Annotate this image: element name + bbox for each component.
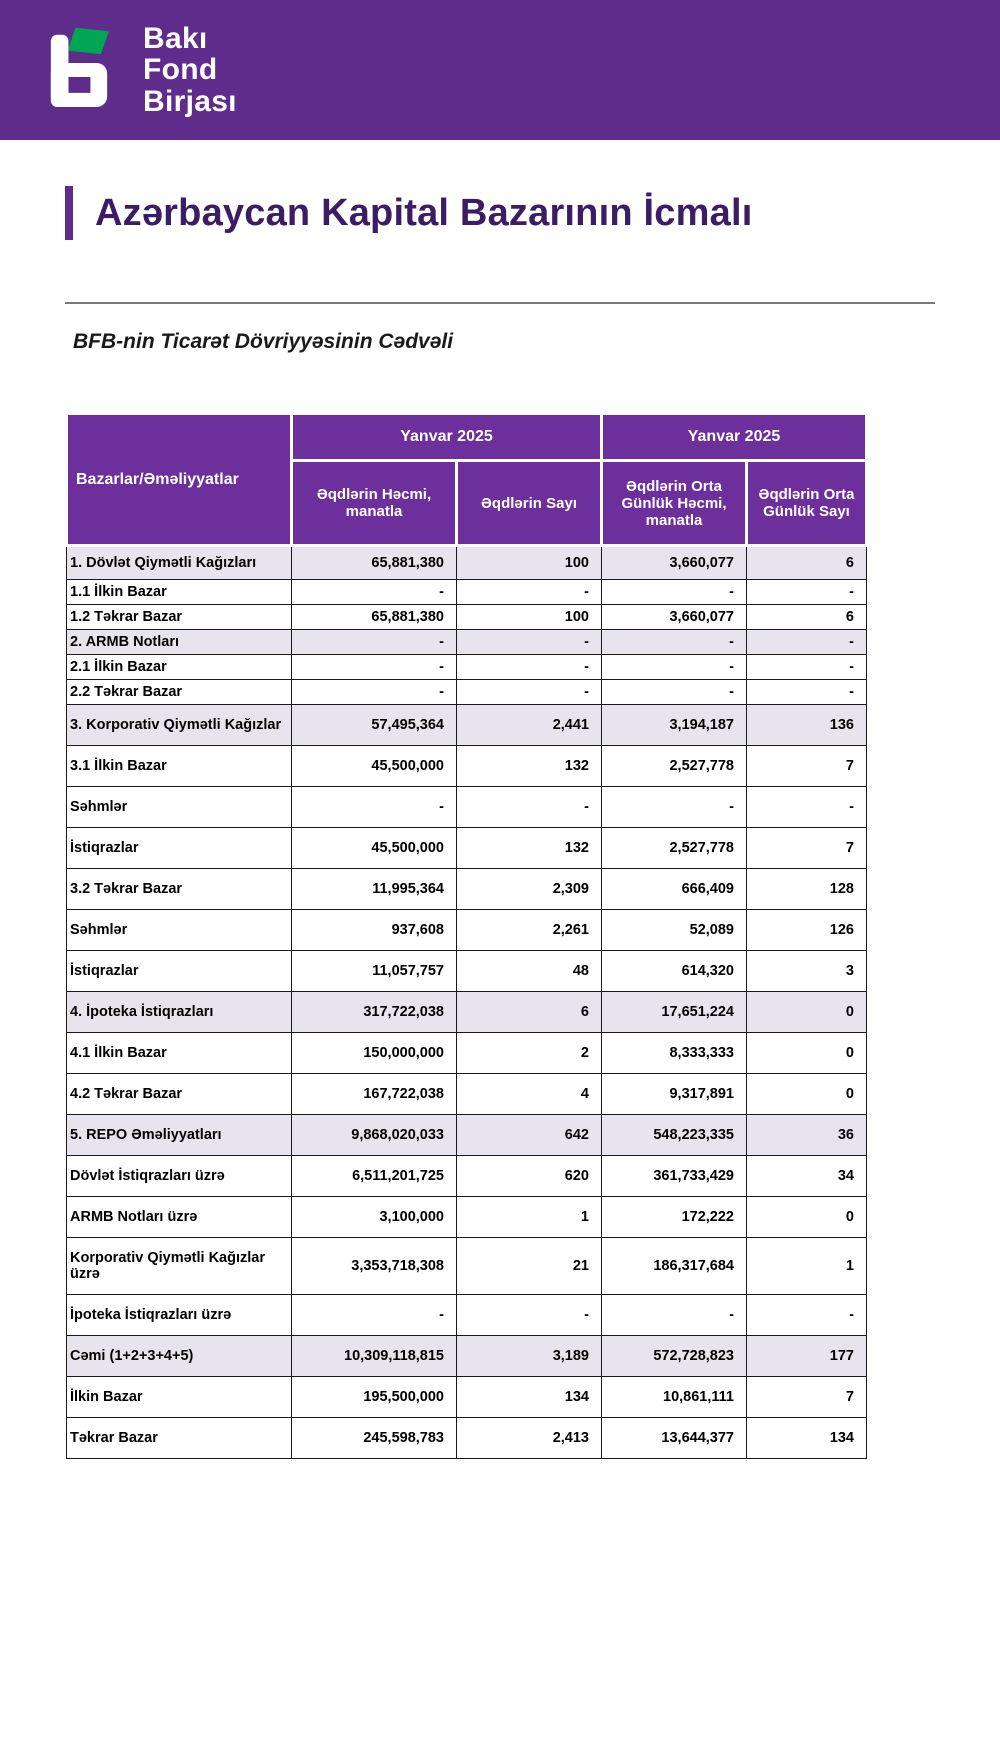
row-value-count: 3,189 bbox=[457, 1336, 602, 1377]
row-value-count: - bbox=[457, 655, 602, 680]
row-value-count: 2,441 bbox=[457, 705, 602, 746]
row-value-volume: 10,309,118,815 bbox=[292, 1336, 457, 1377]
row-value-avg-daily-count: 0 bbox=[747, 1197, 867, 1238]
row-value-avg-daily-volume: 9,317,891 bbox=[602, 1074, 747, 1115]
row-value-volume: - bbox=[292, 580, 457, 605]
row-value-avg-daily-volume: 52,089 bbox=[602, 910, 747, 951]
row-value-volume: - bbox=[292, 1295, 457, 1336]
row-value-avg-daily-count: 7 bbox=[747, 746, 867, 787]
row-value-volume: 11,057,757 bbox=[292, 951, 457, 992]
table-row bbox=[67, 705, 867, 746]
table-row bbox=[67, 1115, 867, 1156]
bfb-logo-text bbox=[143, 23, 237, 117]
table-row bbox=[67, 828, 867, 869]
period-header-right: Yanvar 2025 bbox=[602, 414, 867, 461]
row-value-count: 100 bbox=[457, 605, 602, 630]
row-value-avg-daily-volume: 3,660,077 bbox=[602, 546, 747, 580]
row-value-volume: - bbox=[292, 787, 457, 828]
row-value-volume: 167,722,038 bbox=[292, 1074, 457, 1115]
row-value-avg-daily-volume: - bbox=[602, 580, 747, 605]
row-value-volume: 317,722,038 bbox=[292, 992, 457, 1033]
row-label: 2.1 İlkin Bazar bbox=[67, 655, 292, 680]
row-value-avg-daily-count: - bbox=[747, 680, 867, 705]
row-label: 4.1 İlkin Bazar bbox=[67, 1033, 292, 1074]
period-header-row bbox=[67, 414, 867, 461]
table-row bbox=[67, 546, 867, 580]
row-value-avg-daily-count: - bbox=[747, 655, 867, 680]
row-label: Cəmi (1+2+3+4+5) bbox=[67, 1336, 292, 1377]
row-value-volume: 57,495,364 bbox=[292, 705, 457, 746]
row-value-volume: 3,100,000 bbox=[292, 1197, 457, 1238]
row-label: İlkin Bazar bbox=[67, 1377, 292, 1418]
table-row bbox=[67, 787, 867, 828]
row-value-count: 2,309 bbox=[457, 869, 602, 910]
title-row bbox=[65, 186, 935, 240]
col-header-count: Əqdlərin Sayı bbox=[457, 461, 602, 546]
row-label: 4.2 Təkrar Bazar bbox=[67, 1074, 292, 1115]
row-value-avg-daily-volume: 186,317,684 bbox=[602, 1238, 747, 1295]
row-value-avg-daily-volume: 2,527,778 bbox=[602, 828, 747, 869]
table-row bbox=[67, 992, 867, 1033]
row-value-count: 6 bbox=[457, 992, 602, 1033]
row-value-volume: 45,500,000 bbox=[292, 746, 457, 787]
row-value-volume: - bbox=[292, 630, 457, 655]
row-label: 1. Dövlət Qiymətli Kağızları bbox=[67, 546, 292, 580]
table-body bbox=[67, 546, 867, 1459]
page-title: Azərbaycan Kapital Bazarının İcmalı bbox=[95, 191, 753, 234]
bfb-logo bbox=[35, 23, 237, 117]
logo-line-2: Fond bbox=[143, 53, 218, 87]
row-value-avg-daily-count: 6 bbox=[747, 605, 867, 630]
row-value-avg-daily-count: 36 bbox=[747, 1115, 867, 1156]
bottom-spacer bbox=[65, 1459, 935, 1549]
table-row bbox=[67, 869, 867, 910]
row-value-count: 134 bbox=[457, 1377, 602, 1418]
row-value-avg-daily-count: 177 bbox=[747, 1336, 867, 1377]
table-subtitle: BFB-nin Ticarət Dövriyyəsinin Cədvəli bbox=[73, 330, 454, 353]
row-value-avg-daily-count: 126 bbox=[747, 910, 867, 951]
row-value-avg-daily-volume: 8,333,333 bbox=[602, 1033, 747, 1074]
col-header-avg-daily-count: Əqdlərin Orta Günlük Sayı bbox=[747, 461, 867, 546]
table-row bbox=[67, 1377, 867, 1418]
col-header-volume: Əqdlərin Həcmi, manatla bbox=[292, 461, 457, 546]
row-label: İpoteka İstiqrazları üzrə bbox=[67, 1295, 292, 1336]
table-row bbox=[67, 910, 867, 951]
period-header-left: Yanvar 2025 bbox=[292, 414, 602, 461]
row-value-count: - bbox=[457, 1295, 602, 1336]
row-value-volume: 150,000,000 bbox=[292, 1033, 457, 1074]
row-value-avg-daily-volume: - bbox=[602, 680, 747, 705]
table-row bbox=[67, 605, 867, 630]
row-value-volume: - bbox=[292, 680, 457, 705]
row-value-avg-daily-volume: 2,527,778 bbox=[602, 746, 747, 787]
row-value-avg-daily-volume: - bbox=[602, 630, 747, 655]
row-value-volume: 11,995,364 bbox=[292, 869, 457, 910]
row-value-count: 2,413 bbox=[457, 1418, 602, 1459]
row-value-avg-daily-count: 0 bbox=[747, 992, 867, 1033]
row-value-avg-daily-count: - bbox=[747, 580, 867, 605]
row-label: İstiqrazlar bbox=[67, 951, 292, 992]
row-value-avg-daily-volume: 614,320 bbox=[602, 951, 747, 992]
row-value-avg-daily-volume: - bbox=[602, 1295, 747, 1336]
row-label: Təkrar Bazar bbox=[67, 1418, 292, 1459]
row-label: Səhmlər bbox=[67, 787, 292, 828]
row-value-avg-daily-count: 7 bbox=[747, 1377, 867, 1418]
table-row bbox=[67, 1238, 867, 1295]
top-banner bbox=[0, 0, 1000, 140]
title-accent-bar bbox=[65, 186, 73, 240]
row-value-volume: 9,868,020,033 bbox=[292, 1115, 457, 1156]
row-value-count: 21 bbox=[457, 1238, 602, 1295]
row-value-count: 2 bbox=[457, 1033, 602, 1074]
row-value-volume: 65,881,380 bbox=[292, 546, 457, 580]
row-value-avg-daily-volume: 172,222 bbox=[602, 1197, 747, 1238]
row-label: 1.2 Təkrar Bazar bbox=[67, 605, 292, 630]
table-row bbox=[67, 746, 867, 787]
row-value-count: 1 bbox=[457, 1197, 602, 1238]
row-value-count: - bbox=[457, 580, 602, 605]
row-value-avg-daily-count: 3 bbox=[747, 951, 867, 992]
row-value-volume: 45,500,000 bbox=[292, 828, 457, 869]
row-label: ARMB Notları üzrə bbox=[67, 1197, 292, 1238]
bfb-logo-icon bbox=[35, 23, 123, 117]
row-value-avg-daily-volume: - bbox=[602, 655, 747, 680]
row-value-avg-daily-volume: 13,644,377 bbox=[602, 1418, 747, 1459]
table-row bbox=[67, 680, 867, 705]
row-value-volume: 65,881,380 bbox=[292, 605, 457, 630]
logo-line-1: Bakı bbox=[143, 22, 208, 56]
row-value-count: - bbox=[457, 630, 602, 655]
table-row bbox=[67, 1336, 867, 1377]
row-value-avg-daily-volume: 361,733,429 bbox=[602, 1156, 747, 1197]
row-value-avg-daily-count: 1 bbox=[747, 1238, 867, 1295]
row-value-avg-daily-count: - bbox=[747, 630, 867, 655]
row-value-avg-daily-count: 0 bbox=[747, 1074, 867, 1115]
row-value-avg-daily-volume: - bbox=[602, 787, 747, 828]
row-label: 4. İpoteka İstiqrazları bbox=[67, 992, 292, 1033]
row-value-count: 132 bbox=[457, 828, 602, 869]
row-label: 1.1 İlkin Bazar bbox=[67, 580, 292, 605]
row-value-count: - bbox=[457, 787, 602, 828]
table-row bbox=[67, 951, 867, 992]
row-value-avg-daily-volume: 666,409 bbox=[602, 869, 747, 910]
row-label: 3.2 Təkrar Bazar bbox=[67, 869, 292, 910]
row-value-count: - bbox=[457, 680, 602, 705]
row-value-count: 4 bbox=[457, 1074, 602, 1115]
row-value-count: 2,261 bbox=[457, 910, 602, 951]
row-value-avg-daily-count: 0 bbox=[747, 1033, 867, 1074]
row-value-count: 48 bbox=[457, 951, 602, 992]
row-value-volume: 6,511,201,725 bbox=[292, 1156, 457, 1197]
table-row bbox=[67, 580, 867, 605]
row-value-avg-daily-volume: 3,660,077 bbox=[602, 605, 747, 630]
row-value-volume: 3,353,718,308 bbox=[292, 1238, 457, 1295]
row-value-avg-daily-count: 6 bbox=[747, 546, 867, 580]
row-label: İstiqrazlar bbox=[67, 828, 292, 869]
row-label: 3.1 İlkin Bazar bbox=[67, 746, 292, 787]
table-row bbox=[67, 1418, 867, 1459]
row-value-avg-daily-volume: 10,861,111 bbox=[602, 1377, 747, 1418]
table-row bbox=[67, 630, 867, 655]
row-value-avg-daily-count: 136 bbox=[747, 705, 867, 746]
row-value-count: 132 bbox=[457, 746, 602, 787]
row-label: 2. ARMB Notları bbox=[67, 630, 292, 655]
row-value-volume: 937,608 bbox=[292, 910, 457, 951]
table-row bbox=[67, 1033, 867, 1074]
row-label: Dövlət İstiqrazları üzrə bbox=[67, 1156, 292, 1197]
table-row bbox=[67, 655, 867, 680]
row-value-avg-daily-volume: 17,651,224 bbox=[602, 992, 747, 1033]
row-label: Səhmlər bbox=[67, 910, 292, 951]
row-value-avg-daily-count: 34 bbox=[747, 1156, 867, 1197]
row-value-volume: 195,500,000 bbox=[292, 1377, 457, 1418]
table-row bbox=[67, 1156, 867, 1197]
row-group-header: Bazarlar/Əməliyyatlar bbox=[67, 414, 292, 546]
row-value-volume: - bbox=[292, 655, 457, 680]
col-header-avg-daily-volume: Əqdlərin Orta Günlük Həcmi, manatla bbox=[602, 461, 747, 546]
row-value-avg-daily-count: 7 bbox=[747, 828, 867, 869]
table-row bbox=[67, 1295, 867, 1336]
row-label: Korporativ Qiymətli Kağızlar üzrə bbox=[67, 1238, 292, 1295]
row-value-avg-daily-count: - bbox=[747, 787, 867, 828]
row-label: 3. Korporativ Qiymətli Kağızlar bbox=[67, 705, 292, 746]
row-value-count: 642 bbox=[457, 1115, 602, 1156]
logo-line-3: Birjası bbox=[143, 84, 237, 118]
row-label: 5. REPO Əməliyyatları bbox=[67, 1115, 292, 1156]
row-value-avg-daily-volume: 572,728,823 bbox=[602, 1336, 747, 1377]
table-row bbox=[67, 1074, 867, 1115]
content-area bbox=[0, 186, 1000, 1549]
row-value-avg-daily-volume: 3,194,187 bbox=[602, 705, 747, 746]
row-value-avg-daily-count: - bbox=[747, 1295, 867, 1336]
table-row bbox=[67, 1197, 867, 1238]
trading-turnover-table bbox=[65, 412, 868, 1459]
row-value-count: 620 bbox=[457, 1156, 602, 1197]
divider-line bbox=[65, 302, 935, 304]
row-label: 2.2 Təkrar Bazar bbox=[67, 680, 292, 705]
row-value-avg-daily-count: 128 bbox=[747, 869, 867, 910]
row-value-volume: 245,598,783 bbox=[292, 1418, 457, 1459]
row-value-count: 100 bbox=[457, 546, 602, 580]
row-value-avg-daily-volume: 548,223,335 bbox=[602, 1115, 747, 1156]
row-value-avg-daily-count: 134 bbox=[747, 1418, 867, 1459]
